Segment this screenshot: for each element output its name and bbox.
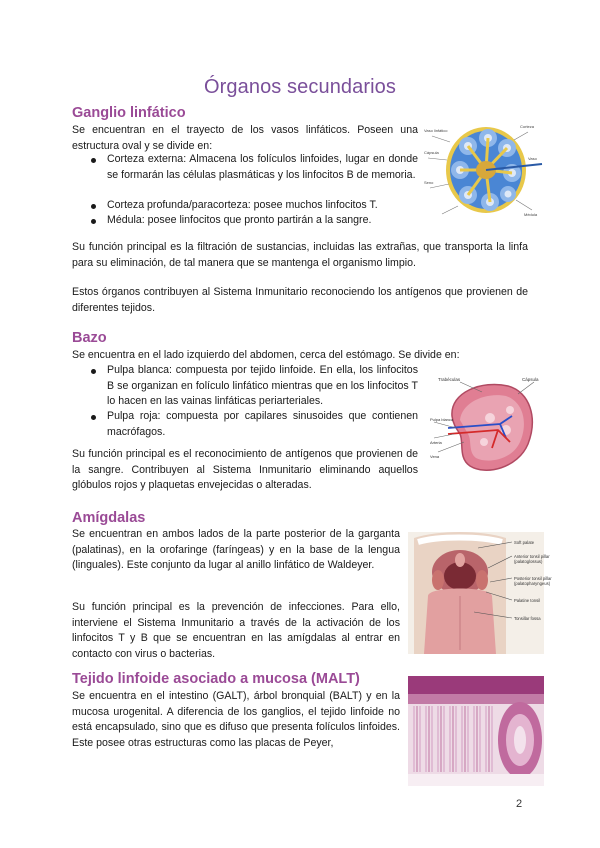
heading-bazo: Bazo [72, 330, 107, 346]
svg-text:Posterior tonsil pillar: Posterior tonsil pillar [514, 576, 552, 581]
heading-malt: Tejido linfoide asociado a mucosa (MALT) [72, 671, 360, 687]
ganglio-item-medula: Médula: posee linfocitos que pronto partirán a la sangre. [107, 214, 372, 226]
page-number: 2 [516, 798, 523, 810]
svg-text:Corteza: Corteza [520, 124, 535, 129]
bullet-dot [91, 369, 96, 374]
svg-text:(palatopharyngeus): (palatopharyngeus) [514, 581, 551, 586]
svg-text:Palatine tonsil: Palatine tonsil [514, 598, 541, 603]
ganglio-item-corteza-externa: Corteza externa: Almacena los folículos linfoides, lugar en donde se formarán las células plasmáticas y los linfocitos B de memoria. [107, 153, 418, 181]
svg-text:Soft palate: Soft palate [514, 540, 535, 545]
ganglio-item-paracorteza: Corteza profunda/paracorteza: posee muchos linfocitos T. [107, 199, 378, 211]
svg-text:Tonsillar fossa: Tonsillar fossa [514, 616, 541, 621]
svg-text:Vaso: Vaso [528, 156, 537, 161]
svg-text:Vaso linfático: Vaso linfático [424, 128, 448, 133]
tonsils-figure [408, 532, 552, 654]
svg-text:Pulpa blanca: Pulpa blanca [430, 417, 454, 422]
svg-text:Cápsula: Cápsula [522, 377, 539, 382]
amigdalas-para-funcion: Su función principal es la prevención de infecciones. Para ello, interviene el Sistema Inmunitario a través de la activación de los linfocitos T y B que se encuentran en las amígdalas al entrar en contacto con virus o bacterias. [72, 601, 400, 660]
svg-text:Seno: Seno [424, 180, 434, 185]
bazo-intro: Se encuentra en el lado izquierdo del abdomen, cerca del estómago. Se divide en: [72, 349, 460, 361]
svg-text:Anterior tonsil pillar: Anterior tonsil pillar [514, 554, 550, 559]
bazo-item-pulpa-roja: Pulpa roja: compuesta por capilares sinusoides que contienen macrófagos. [107, 410, 418, 438]
bullet-dot [91, 204, 96, 209]
ganglio-intro: Se encuentran en el trayecto de los vasos linfáticos. Poseen una estructura oval y se divide en: [72, 124, 418, 152]
svg-text:Trabéculas: Trabéculas [438, 377, 461, 382]
ganglio-para-antigenos: Estos órganos contribuyen al Sistema Inmunitario reconociendo los antígenos que provienen de diferentes tejidos. [72, 286, 528, 314]
malt-para: Se encuentra en el intestino (GALT), árbol bronquial (BALT) y en la mucosa urogenital. A diferencia de los ganglios, el tejido linfoide no está encapsulado, sino que es difuso que presenta folículos linfoides. Este posee otras estructuras como las placas de Peyer, [72, 690, 400, 749]
bazo-item-pulpa-blanca: Pulpa blanca: compuesta por tejido linfoide. En ella, los linfocitos B se organizan en folículo linfático mientras que en los linfocitos T lo hacen en las vainas linfáticas periarteriales. [107, 364, 418, 407]
heading-ganglio: Ganglio linfático [72, 105, 186, 121]
svg-text:Vena: Vena [430, 454, 440, 459]
bullet-dot [91, 158, 96, 163]
bullet-dot [91, 415, 96, 420]
svg-text:Cápsula: Cápsula [424, 150, 439, 155]
malt-histology-figure [408, 676, 544, 786]
svg-text:Arteria: Arteria [430, 440, 442, 445]
amigdalas-para-ubicacion: Se encuentran en ambos lados de la parte posterior de la garganta (palatinas), en la orofaringe (faríngeas) y en la base de la lengua (linguales). Este conjunto da lugar al anillo linfático de Waldeyer. [72, 528, 400, 571]
heading-amigdalas: Amígdalas [72, 510, 146, 526]
spleen-figure [430, 372, 546, 480]
svg-text:Médula: Médula [524, 212, 538, 217]
svg-text:(palatoglossus): (palatoglossus) [514, 559, 543, 564]
bullet-dot [91, 219, 96, 224]
ganglio-para-funcion: Su función principal es la filtración de sustancias, incluidas las extrañas, que transporta la linfa para su eliminación, de tal manera que se mantenga el organismo limpio. [72, 241, 528, 269]
page-title: Órganos secundarios [203, 76, 396, 98]
lymph-node-figure [424, 118, 544, 222]
bazo-para-funcion: Su función principal es el reconocimiento de antígenos que provienen de la sangre. Contribuyen al Sistema Inmunitario eliminando aquellos glóbulos rojos y plaquetas envejecidas o alteradas. [72, 448, 418, 491]
